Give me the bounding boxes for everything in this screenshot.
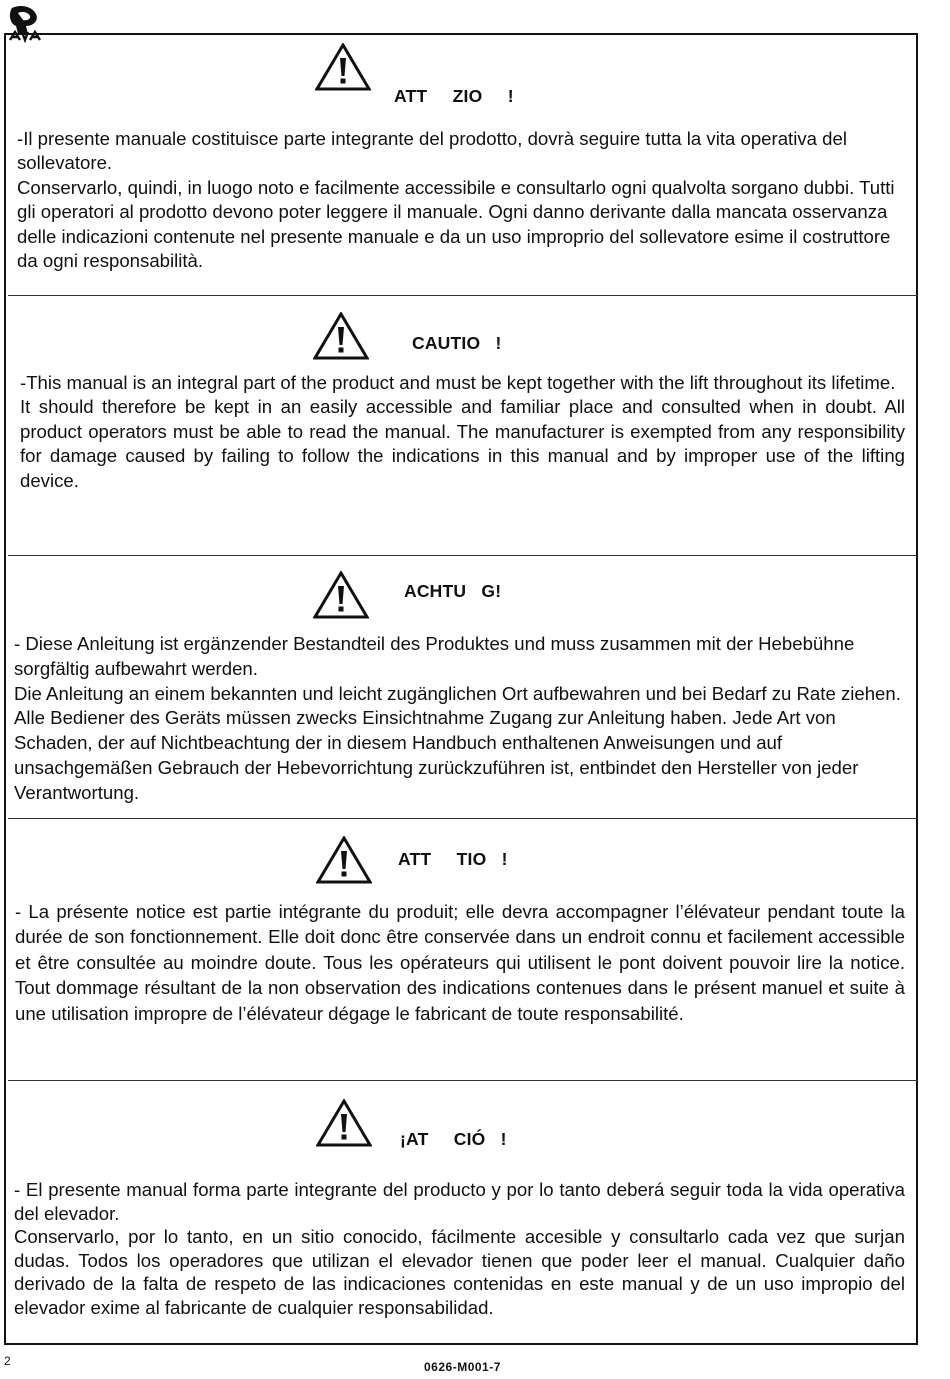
paragraph: - Diese Anleitung ist ergänzender Bestandteil des Produktes und muss zusammen mit der Hebebühne sorgfältig aufbewahrt werden. [14,633,855,679]
section-heading-en: CAUTIO ! [412,333,502,353]
section-heading-it: ATT ZIO ! [394,86,514,106]
section-body-it [17,127,907,273]
paragraph: It should therefore be kept in an easily accessible and familiar place and consulted when in doubt. All product operators must be able to read the manual. The manufacturer is exempted from any responsibility for damage caused by failing to follow the indications in this manual and by improper use of the lifting device. [20,396,905,491]
paragraph: - El presente manual forma parte integrante del producto y por lo tanto deberá seguir toda la vida operativa del elevador. [14,1179,905,1224]
section-divider [8,1080,918,1081]
section-heading-fr: ATT TIO ! [398,849,508,869]
section-divider [8,555,918,556]
warning-triangle-icon [313,571,369,619]
paragraph: Conservarlo, quindi, in luogo noto e facilmente accessibile e consultarlo ogni qualvolta sorgano dubbi. Tutti gli operatori al prodotto devono poter leggere il manuale. Ogni danno derivante dalla mancata osservanza delle indicazioni contenute nel presente manuale e da un uso improprio del sollevatore esime il costruttore da ogni responsabilità. [17,176,895,272]
section-divider [8,818,918,819]
paragraph: Die Anleitung an einem bekannten und leicht zugänglichen Ort aufbewahren und bei Bedarf zu Rate ziehen. Alle Bediener des Geräts müssen zwecks Einsichtnahme Zugang zur Anleitung haben. Jede Art von Schaden, der auf Nichtbeachtung der in diesem Handbuch enthaltenen Anweisungen und auf unsachgemäßen Gebrauch der Hebevorrichtung zurückzuführen ist, entbindet den Hersteller von jeder Verantwortung. [14,682,901,803]
section-heading-es: ¡AT CIÓ ! [400,1129,507,1149]
paragraph: - La présente notice est partie intégrante du produit; elle devra accompagner l’élévateur pendant toute la durée de son fonctionnement. Elle doit donc être conservée dans un endroit connu et facilement accessible et être consultée au moindre doute. Tous les opérateurs qui utilisent le pont doivent pouvoir lire la notice. Tout dommage résultant de la non observation des indications contenues dans le présent manuel et suite à une utilisation impropre de l’élévateur dégage le fabricant de toute responsabilité. [15,901,905,1024]
page-number: 2 [4,1354,11,1368]
section-body-fr [15,899,905,1026]
paragraph: -This manual is an integral part of the product and must be kept together with the lift throughout its lifetime. [20,372,896,393]
section-heading-de: ACHTU G! [404,581,502,601]
section-body-de [14,632,907,806]
document-code: 0626-M001-7 [424,1360,501,1374]
section-body-es [14,1178,905,1320]
warning-triangle-icon [313,312,369,360]
section-body-en [20,371,905,493]
warning-triangle-icon [315,43,371,91]
warning-triangle-icon [316,1099,372,1147]
paragraph: -Il presente manuale costituisce parte integrante del prodotto, dovrà seguire tutta la vita operativa del sollevatore. [17,128,847,174]
warning-triangle-icon [316,836,372,884]
paragraph: Conservarlo, por lo tanto, en un sitio conocido, fácilmente accesible y consultarlo cada vez que surjan dudas. Todos los operadores que utilizan el elevador tienen que poder leer el manual. Cualquier daño derivado de la falta de respeto de las indicaciones contenidas en este manual y de un uso impropio del elevador exime al fabricante de cualquier responsabilidad. [14,1226,905,1318]
section-divider [8,295,918,296]
